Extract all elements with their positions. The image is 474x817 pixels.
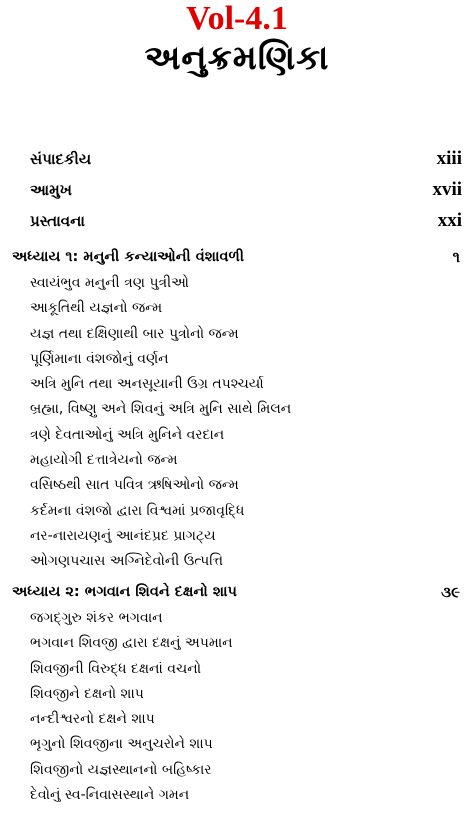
section-entry[interactable]: નર-નારાયણનું આનંદપ્રદ પ્રાગટ્ય bbox=[30, 527, 216, 544]
chapter-page-number: ૧ bbox=[452, 248, 460, 266]
entry-label: આમુખ bbox=[30, 181, 73, 199]
section-entry[interactable]: દેવોનું સ્વ-નિવાસસ્થાને ગમન bbox=[30, 787, 190, 804]
entry-label: પ્રસ્તાવના bbox=[30, 212, 85, 230]
volume-label: Vol-4.1 bbox=[186, 0, 288, 37]
section-entry[interactable]: યજ્ઞ તથા દક્ષિણાથી બાર પુત્રોનો જન્મ bbox=[30, 325, 239, 342]
section-entry[interactable]: શિવજીનો યજ્ઞસ્થાનનો બહિષ્કાર bbox=[30, 761, 212, 778]
entry-label: સંપાદકીય bbox=[30, 150, 92, 168]
section-entry[interactable]: જગદ્‌ગુરુ શંકર ભગવાન bbox=[30, 610, 163, 626]
chapter-1 bbox=[12, 245, 462, 575]
page-title: અનુક્રમણિકા bbox=[144, 38, 330, 78]
section-entry[interactable]: સ્વાયંભુવ મનુની ત્રણ પુત્રીઓ bbox=[30, 275, 189, 291]
section-entry[interactable]: શિવજીની વિરુદ્ધ દક્ષનાં વચનો bbox=[30, 660, 202, 677]
section-entry[interactable]: બ્રહ્મા, વિષ્ણુ અને શિવનું અત્રિ મુનિ સાથે મિલન bbox=[30, 401, 292, 418]
section-entry[interactable]: કર્દમના વંશજો દ્વારા વિશ્વમાં પ્રજાવૃદ્ધિ bbox=[30, 502, 245, 519]
section-entry[interactable]: વસિષ્ઠથી સાત પવિત્ર ઋષિઓનો જન્મ bbox=[30, 477, 239, 494]
section-entry[interactable]: પૂર્ણિમાના વંશજોનું વર્ણન bbox=[30, 350, 169, 367]
front-matter-entry[interactable] bbox=[30, 179, 462, 210]
front-matter-list bbox=[30, 148, 462, 241]
section-entry[interactable]: આકૂતિથી યજ્ઞનો જન્મ bbox=[30, 300, 163, 317]
chapter-title: અધ્યાય ૨: ભગવાન શિવને દક્ષનો શાપ bbox=[12, 584, 237, 600]
section-entry[interactable]: મહાયોગી દત્તાત્રેયનો જન્મ bbox=[30, 452, 178, 469]
front-matter-entry[interactable] bbox=[30, 210, 462, 241]
section-entry[interactable]: શિવજીને દક્ષનો શાપ bbox=[30, 685, 144, 702]
chapter-title: અધ્યાય ૧: મનુની કન્યાઓની વંશાવળી bbox=[12, 249, 245, 265]
section-entry[interactable]: અત્રિ મુનિ તથા અનસૂયાની ઉગ્ર તપશ્ચર્યા bbox=[30, 376, 264, 393]
section-entry[interactable]: ભગવાન શિવજી દ્વારા દક્ષનું અપમાન bbox=[30, 635, 233, 652]
chapter-page-number: ૩૯ bbox=[441, 583, 460, 601]
section-entry[interactable]: ઓગણપચાસ અગ્નિદેવોની ઉત્પત્તિ bbox=[30, 553, 224, 570]
section-entry[interactable]: ભૃગુનો શિવજીના અનુચરોને શાપ bbox=[30, 736, 213, 753]
chapter-heading[interactable] bbox=[12, 580, 462, 606]
chapter-2 bbox=[12, 580, 462, 808]
entry-page-number: xvii bbox=[432, 179, 462, 200]
chapter-heading[interactable] bbox=[12, 245, 462, 271]
section-entry[interactable]: નન્દીશ્વરનો દક્ષને શાપ bbox=[30, 711, 155, 728]
entry-page-number: xiii bbox=[436, 148, 462, 169]
entry-page-number: xxi bbox=[437, 210, 462, 231]
front-matter-entry[interactable] bbox=[30, 148, 462, 179]
section-entry[interactable]: ત્રણે દેવતાઓનું અત્રિ મુનિને વરદાન bbox=[30, 426, 225, 443]
